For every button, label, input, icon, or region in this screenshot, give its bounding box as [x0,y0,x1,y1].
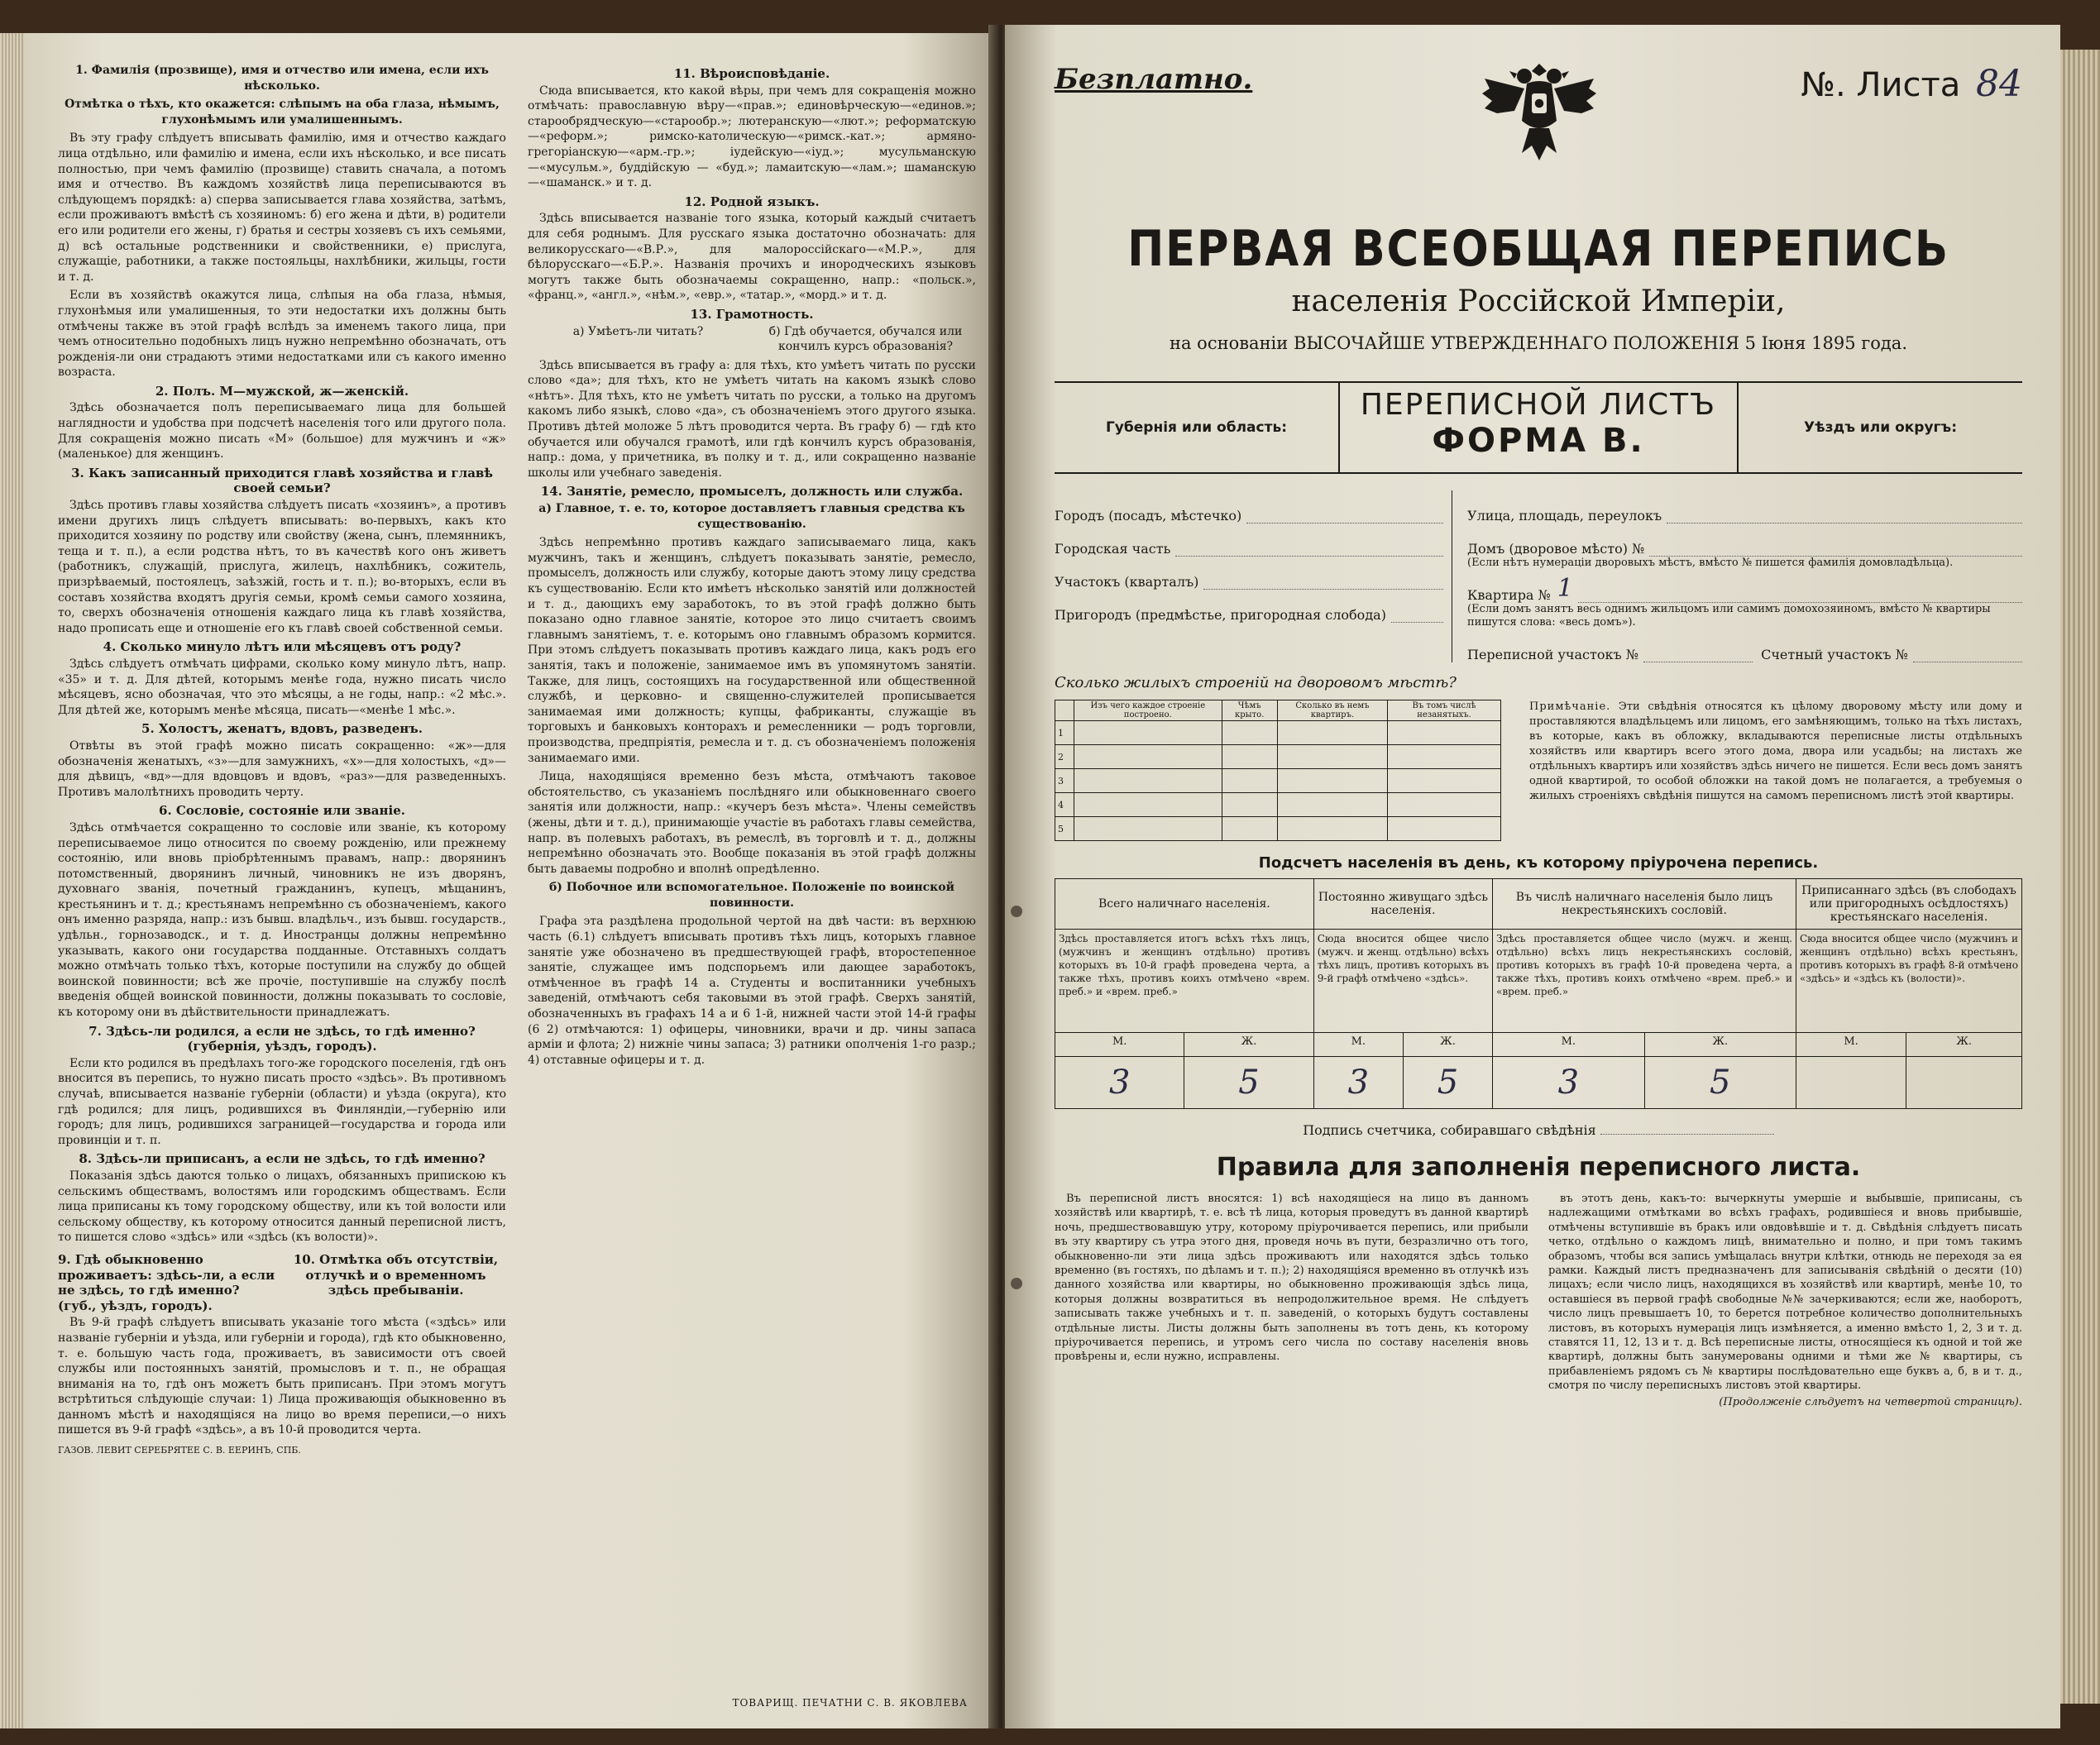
buildings-header-apartments: Сколько въ немъ квартиръ. [1277,700,1387,721]
apartment-field [1467,570,2022,603]
house-line [1649,543,2022,557]
street-label: Улица, площадь, переулокъ [1467,508,1662,524]
buildings-section [1055,700,2022,841]
cell [1277,721,1387,745]
address-section [1055,490,2022,662]
rules-col1-text: Въ переписной листъ вносятся: 1) всѣ находящіеся на лицо въ данномъ хозяйствѣ или квартирѣ, т. е. всѣ тѣ лица, которыя проведутъ въ данной квартирѣ ночь, предшествовавшую утру, которому пріурочивается перепись, или прибыли въ эту квартиру съ утра этого дня, проведя ночь въ пути, безразлично отъ того, обыкновенно-ли эти лица здѣсь проживаютъ или находятся здѣсь только временно (въ гостяхъ, по дѣламъ и т. п.); 2) находящіяся временно въ отлучкѣ изъ данного хозяйства или квартиры, но обыкновенно проживающія здѣсь лица, которыя должны возвратиться въ непродолжительное время. Не слѣдуетъ записывать также учебныхъ и т. п. заведеній, о которыхъ будутъ составлены отдѣльные листы. Листы должны быть заполнены въ тотъ день, къ которому пріурочивается перепись, и утромъ сего числа по составу населенія вновь провѣрены и, если нужно, исправлены. [1055,1193,1528,1364]
cell [1222,745,1277,769]
registered-female-value [1906,1057,2022,1109]
book-page-edges-left [0,33,25,1728]
cell [1074,745,1222,769]
population-title: Подсчетъ населенія въ день, къ которому пріурочена перепись. [1258,854,1819,872]
main-title: ПЕРВАЯ ВСЕОБЩАЯ ПЕРЕПИСЬ [1127,220,1949,278]
buildings-note [1501,700,2022,841]
city-part-line [1175,543,1443,557]
rules-col2-text: въ этотъ день, какъ-то: вычеркнуты умершіе и выбывшіе, приписаны, съ надлежащими отмѣтками во всѣхъ графахъ, родившіеся и вновь прибывшіе, отмѣчены вступившіе въ бракъ или овдовѣвшіе и т. д. Свѣдѣнія слѣдуетъ писать четко, отдѣльно о каждомъ лицѣ, внимательно и полно, и при томъ такимъ образомъ, чтобы вся запись умѣщалась внутри клѣтки, отнюдь не переходя за ея рамки. Каждый листъ предназначенъ для записыванія свѣдѣній о десяти (10) лицахъ; если число лицъ, находящихся въ хозяйствѣ или квартирѣ, менѣе 10, то оставшіеся въ первой графѣ свободные №№ зачеркиваются; если же, наоборотъ, число лицъ превышаетъ 10, то берется потребное количество дополнительныхъ листовъ, въ которыхъ нумерація лицъ измѣняется, а именно вмѣсто 1, 2, 3 и т. д. ставятся 11, 12, 13 и т. д. Всѣ переписные листы, относящіеся къ одной и той же квартирѣ, должны быть занумерованы одними и тѣми же № квартиры, съ прибавленіемъ рядомъ съ № квартиры послѣдовательно еще буквъ а, б, в и т. д., смотря по числу переписныхъ листовъ этой квартиры. [1548,1193,2022,1393]
item4-heading: 4. Сколько минуло лѣтъ или мѣсяцевъ отъ роду? [103,639,462,655]
row-number: 2 [1055,745,1074,769]
apartment-note: (Если домъ занятъ весь однимъ жильцомъ или самимъ домохозяиномъ, вмѣсто № квартиры пишутся слова: «весь домъ»). [1467,603,1991,629]
item9-text: Въ 9-й графѣ слѣдуетъ вписывать указаніе того мѣста («здѣсь» или названіе губерніи и уѣзда, или губерніи и города), гдѣ кто обыкновенно, т. е. большую часть года, проживаетъ, въ зависимости отъ своей службы или постоянныхъ занятій, промысловъ и т. п., не обращая вниманія на то, гдѣ онъ можетъ быть приписанъ. При этомъ могутъ встрѣтиться слѣдующіе случаи: 1) Лица проживающія обыкновенно въ данномъ мѣстѣ и находящіяся на лицо во время переписи,—о нихъ пишется въ 9-й графѣ «здѣсь», а въ 10-й проводится черта. [58,1316,506,1437]
cell [1074,793,1222,817]
street-field [1467,490,2022,524]
item8-text: Показанія здѣсь даются только о лицахъ, обязанныхъ припискою къ сельскимъ обществамъ, волостямъ или городскимъ обществамъ. Если лица приписаны къ тому городскому обществу, или къ той волости или сельскому обществу, къ которому относится данный переписной листъ, то пишется слово «здѣсь» или «здѣсь (къ волости)». [58,1169,506,1245]
buildings-note-label: Примѣчаніе. [1529,700,1611,713]
cell [1277,793,1387,817]
left-page-column-2 [528,63,976,1676]
registered-male-value [1796,1057,1906,1109]
buildings-table [1055,700,1501,841]
suburb-label: Пригородъ (предмѣстье, пригородная слобода) [1055,607,1386,623]
rules-column-1 [1055,1192,1528,1415]
form-title-block [1338,383,1739,472]
item2-heading: 2. Полъ. М—мужской, ж—женскій. [155,383,409,399]
item5-text: Отвѣты въ этой графѣ можно писать сокращенно: «ж»—для обозначенія женатыхъ, «з»—для замужнихъ, «х»—для холостыхъ, «д»—для дѣвицъ, «вд»—для вдовцовъ и вдовъ, «раз»—для разведенныхъ. Противъ малолѣтнихъ проводить черту. [58,739,506,799]
item3-heading: 3. Какъ записанный приходится главѣ хозяйства и главѣ своей семьи? [71,465,493,496]
cell [1074,721,1222,745]
street-line [1667,509,2022,524]
cell [1074,817,1222,841]
rules-continuation: (Продолженіе слѣдуетъ на четвертой страницѣ). [1719,1395,2022,1408]
binding-hole [1011,1278,1022,1289]
item3-text: Здѣсь противъ главы хозяйства слѣдуетъ писать «хозяинъ», а противъ имени другихъ лицъ слѣдуетъ вписывать: во-первыхъ, какъ кто приходится хозяину по родству или свойству (жена, сынъ, племянникъ, теща и т. п.), а если родства нѣтъ, то въ качествѣ кого онъ живетъ (работникъ, служащій, прислуга, жилецъ, нахлѣбникъ, сожитель, призрѣваемый, постоялецъ, заѣзжій, гость и т. п.); во-вторыхъ, если въ составъ хозяйства входятъ другія семьи, кромѣ семьи самого хозяина, то, сверхъ обозначенія отношенія каждаго лица къ главѣ хозяйства, надо прописать еще и отношеніе его къ главѣ своей собственной семьи. [58,499,506,635]
item7-text: Если кто родился въ предѣлахъ того-же городского поселенія, гдѣ онъ вносится въ перепись, то нужно писать просто «здѣсь». Въ противномъ случаѣ, вписывается названіе губерніи (области) и уѣзда (округа), кто гдѣ родился; для лицъ, родившихся въ Финляндіи,—губернію или городъ; для лицъ, родившихся заграницей—государства и города или провинціи и т. п. [58,1056,506,1147]
cell [1222,793,1277,817]
item8-heading: 8. Здѣсь-ли приписанъ, а если не здѣсь, то гдѣ именно? [79,1151,486,1167]
buildings-note-text: Эти свѣдѣнія относятся къ цѣлому дворовому мѣсту или дому и проставляются владѣльцемъ или лицомъ, его замѣняющимъ, только на тѣхъ листахъ, въ которые, какъ въ обложку, вкладываются переписные листы отдѣльныхъ хозяйствъ или квартиръ всего этого дома, двора или усадьбы; на листахъ же отдѣльныхъ квартиръ или хозяйствъ здѣсь ничего не пишется. Если весь домъ занятъ одной квартирой, то особой обложки на такой домъ не полагается, а требуемыя о жилыхъ строеніяхъ свѣдѣнія пишутся на самомъ переписномъ листѣ этой квартиры. [1529,700,2022,802]
house-label: Домъ (дворовое мѣсто) № [1467,541,1645,557]
table-row [1055,793,1501,817]
address-right [1452,490,2022,662]
left-page-printer: ТОВАРИЩ. ПЕЧАТНИ С. В. ЯКОВЛЕВА [732,1697,968,1709]
apartment-label: Квартира № [1467,587,1551,603]
total-male-value: 3 [1055,1057,1184,1109]
district-label: Уѣздъ или округъ: [1803,419,1958,436]
census-district-label: Переписной участокъ № [1467,647,1638,662]
item13-text: Здѣсь вписывается въ графу а: для тѣхъ, кто умѣетъ читать по русски слово «да»; для тѣхъ, кто не умѣетъ читать на какомъ языкѣ слово «нѣтъ». Для тѣхъ, кто не умѣетъ читать по русски, а только на другомъ какомъ либо языкѣ, слово «да», съ обозначеніемъ этого другого языка. Противъ дѣтей моложе 5 лѣтъ проводится черта. Въ графу б) — гдѣ кто обучается или обучался грамотѣ, или гдѣ кончилъ курсъ образованія, напр.: дома, у причетника, въ полку и т. д., или сокращенно названіе школы или учебнаго заведенія. [528,358,976,480]
rules-title: Правила для заполненія переписного листа. [1216,1153,1861,1182]
table-row [1055,745,1501,769]
apartment-line [1578,589,2022,603]
cell [1388,745,1501,769]
row-number: 5 [1055,817,1074,841]
table-row [1055,721,1501,745]
form-title: ПЕРЕПИСНОЙ ЛИСТЪ [1360,388,1717,422]
census-district-line [1643,648,1753,662]
city-label: Городъ (посадъ, мѣстечко) [1055,508,1242,524]
female-label: Ж. [1184,1033,1313,1057]
female-label: Ж. [1906,1033,2022,1057]
city-part-label: Городская часть [1055,541,1171,557]
population-desc-registered: Сюда вносится общее число (мужчинъ и женщинъ отдѣльно) всѣхъ крестьянъ, противъ которыхъ въ графѣ 8-й отмѣчено «здѣсь» и «здѣсь къ (волости)». [1796,930,2021,1033]
population-header-nonpeasant: Въ числѣ наличнаго населенія было лицъ некрестьянскихъ сословій. [1493,879,1796,930]
item14-text3: Графа эта раздѣлена продольной чертой на двѣ части: въ верхнюю часть (6.1) слѣдуетъ вписывать противъ тѣхъ лицъ, которыхъ главное занятіе уже обозначено въ предшествующей графѣ, второстепенное занятіе, служащее имъ подспорьемъ или дающее заработокъ, отмѣченное въ графѣ 14 а. Студенты и воспитанники учебныхъ заведеній, отмѣчаютъ себя таковыми въ этой графѣ. Сверхъ занятій, обозначенныхъ въ графахъ 14 а и 6 1-й, нижней части этой 14-й графы (6 2) отмѣчаются: 1) офицеры, чиновники, врачи и др. чины запаса арміи и флота; 2) нижніе чины запаса; 3) ратники ополченія 1-го разр.; 4) отставные офицеры и т. д. [528,915,976,1067]
item14-heading: 14. Занятіе, ремесло, промыселъ, должность или служба. [540,484,964,500]
nonpeasant-female-value: 5 [1644,1057,1796,1109]
district-field [1055,557,1443,590]
item10-heading: 10. Отмѣтка объ отсутствіи, отлучкѣ и о временномъ здѣсь пребываніи. [293,1251,499,1298]
left-page-footer: ГАЗОВ. ЛЕВИТ СЕРЕБРЯТЕЕ С. В. ЕЕРИНЪ, СПБ. [58,1445,301,1456]
left-page-column-1 [58,63,506,1676]
item2-text: Здѣсь обозначается полъ переписываемаго лица для большей наглядности и удобства при подсчетѣ населенія того или другого пола. Для сокращенія можно писать «М» (большое) для мужчинъ и «ж» (маленькое) для женщинъ. [58,401,506,461]
table-row [1055,769,1501,793]
population-sex-row [1055,1033,2022,1057]
legal-basis: на основаніи ВЫСОЧАЙШЕ УТВЕРЖДЕННАГО ПОЛОЖЕНІЯ 5 Іюня 1895 года. [1169,333,1908,353]
count-district-label: Счетный участокъ № [1761,647,1908,662]
male-label: М. [1055,1033,1184,1057]
cell [1388,721,1501,745]
item1-text2: Если въ хозяйствѣ окажутся лица, слѣпыя на оба глаза, нѣмыя, глухонѣмыя или умалишенныя, то эти недостатки ихъ должны быть отмѣчены также въ этой графѣ вслѣдъ за именемъ такого лица, при чемъ относительно подобныхъ лицъ нужно непремѣнно обозначать, отъ рожденія-ли они страдаютъ этими недостатками или съ какого именно возраста. [58,289,506,380]
population-header-permanent: Постоянно живущаго здѣсь населенія. [1313,879,1492,930]
permanent-male-value: 3 [1313,1057,1403,1109]
item13-subheadings [528,324,976,358]
population-header-total: Всего наличнаго населенія. [1055,879,1314,930]
form-code: ФОРМА В. [1432,422,1645,460]
cell [1388,817,1501,841]
house-note: (Если нѣтъ нумераціи дворовыхъ мѣстъ, вмѣсто № пишется фамилія домовладѣльца). [1467,557,1954,569]
top-line [1055,46,2022,187]
item9-heading: 9. Гдѣ обыкновенно проживаетъ: здѣсь-ли, а если не здѣсь, то гдѣ именно? (губ., уѣздъ, городъ). [58,1251,275,1313]
cell [1222,721,1277,745]
cell [1388,769,1501,793]
district-line [1203,576,1443,590]
item13-heading: 13. Грамотность. [690,306,814,322]
cell [1277,745,1387,769]
population-header-row [1055,879,2022,930]
items-9-10-headings [58,1249,506,1315]
population-desc-permanent: Сюда вносится общее число (мужч. и женщ. отдѣльно) всѣхъ тѣхъ лицъ, противъ которыхъ въ 9-й графѣ отмѣчено «здѣсь». [1313,930,1492,1033]
cell [1074,769,1222,793]
buildings-header-roof: Чѣмъ крыто. [1222,700,1277,721]
item6-text: Здѣсь отмѣчается сокращенно то сословіе или званіе, къ которому переписываемое лицо относится по своему рожденію, или прежнему состоянію, или вновь пріобрѣтеннымъ правамъ, напр.: дворянинъ потомственный, дворянинъ личный, чиновникъ не изъ дворянъ, духовнаго званія, почетный гражданинъ, купецъ, мѣщанинъ, крестьянинъ и т. д.; крестьянамъ непремѣнно съ обозначеніемъ, какого онъ именно разряда, напр.: изъ бывш. владѣльч., изъ бывш. государств., удѣльн., горнозаводск., и т. д. Иностранцы должны непремѣнно указывать, какого они государства подданные. Отставныхъ солдатъ можно отмѣчать только тѣхъ, которые поступили на службу до общей воинской повинности; всѣ же прочіе, поступившіе на службу послѣ введенія общей воинской повинности, должны показывать то сословіе, къ которому они въ дѣйствительности принадлежатъ. [58,820,506,1020]
cell [1222,817,1277,841]
cell [1222,769,1277,793]
census-district-field [1467,629,2022,662]
rules-column-2 [1548,1192,2022,1415]
buildings-table-header [1055,700,1501,721]
signature-label: Подпись счетчика, собиравшаго свѣдѣнія [1303,1122,1596,1138]
table-row [1055,817,1501,841]
item13a: а) Умѣетъ-ли читать? [572,324,704,338]
item12-text: Здѣсь вписывается названіе того языка, который каждый считаетъ для себя роднымъ. Для русскаго языка достаточно обозначать: для великорусскаго—«В.Р.», для малороссійскаго—«М.Р.», для бѣлорусскаго—«Б.Р.». Названія прочихъ и инородческихъ языковъ могутъ также быть обозначаемы сокращенно, напр.: «польск.», «франц.», «англ.», «нѣм.», «евр.», «татар.», «морд.» и т. д. [528,212,976,303]
population-table [1055,878,2022,1109]
population-desc-nonpeasant: Здѣсь проставляется общее число (мужч. и женщ. отдѣльно) всѣхъ лицъ некрестьянскихъ сословій, противъ которыхъ въ графѣ 10-й проведена черта, а также тѣхъ, противъ коихъ отмѣчено «врем. преб.» и «врем. преб.» [1493,930,1796,1033]
item12-heading: 12. Родной языкъ. [684,194,820,209]
item4-text: Здѣсь слѣдуетъ отмѣчать цифрами, сколько кому минуло лѣтъ, напр. «35» и т. д. Для дѣтей, которымъ менѣе года, нужно писать число мѣсяцевъ, ясно обозначая, что это мѣсяцы, а не годы, напр.: «2 мѣс.». Для дѣтей же, которымъ менѣе мѣсяца, писать—«менѣе 1 мѣс.». [58,657,506,717]
rules-text [1055,1192,2022,1415]
book-page-edges-right [2060,50,2100,1704]
city-part-field [1055,524,1443,557]
population-desc-total: Здѣсь проставляется итогъ всѣхъ тѣхъ лицъ, (мужчинъ и женщинъ отдѣльно) противъ которыхъ въ 10-й графѣ проведена черта, а также тѣхъ, противъ коихъ отмѣчено «врем. преб.» и «врем. преб.» [1055,930,1314,1033]
suburb-field [1055,590,1443,623]
sheet-number [1801,63,2022,105]
buildings-question: Сколько жилыхъ строеній на дворовомъ мѣстѣ? [1055,674,1457,691]
population-desc-row [1055,930,2022,1033]
cell [1277,817,1387,841]
item6-heading: 6. Сословіе, состояніе или званіе. [159,803,405,819]
apartment-number-handwritten: 1 [1557,574,1573,603]
buildings-header-vacant: Въ томъ числѣ незанятыхъ. [1388,700,1501,721]
right-page [1005,25,2060,1728]
cell [1388,793,1501,817]
buildings-header-material: Изъ чего каждое строеніе построено. [1074,700,1222,721]
item14-text: Здѣсь непремѣнно противъ каждаго записываемаго лица, какъ мужчинъ, такъ и женщинъ, слѣдуетъ показывать занятіе, ремесло, промыселъ, должность или службу, которые даютъ этому лицу средства къ существованію. Если кто имѣетъ нѣсколько занятій или должностей и т. д., дающихъ ему заработокъ, то въ этой графѣ должно быть показано одно главное занятіе, которое это лицо считаетъ своимъ главнымъ занятіемъ, т. е. которымъ оно главнымъ образомъ кормится. При этомъ слѣдуетъ показывать противъ каждаго лица, какъ родъ его занятія, такъ и положеніе, занимаемое имъ въ упомянутомъ занятіи. Также, для лицъ, состоящихъ на государственной или общественной службѣ, и церковно- и священно-служителей прописывается занимаемая ими должность; купцы, фабриканты, служащіе въ торговыхъ и банковыхъ конторахъ и ремесленники — родъ торговли, производства, предпріятія, ремесла и т. д. съ обозначеніемъ положенія занимаемаго ими. [528,536,976,765]
male-label: М. [1493,1033,1644,1057]
province-label: Губернія или область: [1105,419,1288,436]
sheet-number-label: №. Листа [1801,66,1961,104]
sheet-number-handwritten: 84 [1976,63,2022,105]
nonpeasant-male-value: 3 [1493,1057,1644,1109]
item14a: а) Главное, т. е. то, которое доставляетъ главныя средства къ существованію. [538,502,965,531]
male-label: М. [1796,1033,1906,1057]
total-female-value: 5 [1184,1057,1313,1109]
female-label: Ж. [1403,1033,1492,1057]
city-line [1246,509,1443,524]
item1-text: Въ эту графу слѣдуетъ вписывать фамилію, имя и отчество каждаго лица отдѣльно, или фамилію и имена, если ихъ нѣсколько, и все писать полностью, при чемъ фамилію (прозвище) ставить сначала, а потомъ имя и отчество. Въ каждомъ хозяйствѣ лица переписываются въ слѣдующемъ порядкѣ: а) сперва записывается глава хозяйства, затѣмъ, если проживаютъ вмѣстѣ съ хозяиномъ: б) его жена и дѣти, в) родители его или родители его жены, г) братья и сестры хозяевъ съ ихъ семьями, д) всѣ остальные родственники и свойственники, е) прислуга, служащіе, работники, а также постояльцы, нахлѣбники, жильцы, гости и т. д. [58,131,506,284]
item1-subheading: Отмѣтка о тѣхъ, кто окажется: слѣпымъ на оба глаза, нѣмымъ, глухонѣмымъ или умалишеннымъ. [65,98,500,127]
male-label: М. [1313,1033,1403,1057]
binding-hole [1011,906,1022,917]
item11-text: Сюда вписывается, кто какой вѣры, при чемъ для сокращенія можно отмѣчать: православную вѣру—«прав.»; единовѣрческую—«единов.»; старообрядческую—«старообр.»; лютеранскую—«лют.»; реформатскую—«реформ.»; римско-католическую—«римск.-кат.»; армяно-грегоріанскую—«арм.-гр.»; іудейскую—«іуд.»; мусульманскую—«мусульм.», буддійскую — «буд.»; ламаитскую—«лам.»; шаманскую—«шаманск.» и т. д. [528,84,976,190]
row-number: 4 [1055,793,1074,817]
left-page [25,33,1001,1728]
address-left [1055,490,1452,662]
item1-heading: 1. Фамилія (прозвище), имя и отчество или имена, если ихъ нѣсколько. [75,64,489,93]
count-district-line [1913,648,2022,662]
sub-title: населенія Россійской Имперіи, [1291,284,1786,318]
item5-heading: 5. Холостъ, женатъ, вдовъ, разведенъ. [141,721,423,737]
population-values-row [1055,1057,2022,1109]
house-field [1467,524,2022,557]
district-field-label: Участокъ (кварталъ) [1055,574,1199,590]
item11-heading: 11. Вѣроисповѣданіе. [673,66,830,81]
row-number: 3 [1055,769,1074,793]
permanent-female-value: 5 [1403,1057,1492,1109]
female-label: Ж. [1644,1033,1796,1057]
form-header-box [1055,381,2022,474]
item7-heading: 7. Здѣсь-ли родился, а если не здѣсь, то гдѣ именно? (губернія, уѣздъ, городъ). [88,1023,476,1054]
row-number: 1 [1055,721,1074,745]
signature-line [1600,1134,1774,1135]
suburb-line [1391,609,1443,623]
double-headed-eagle-icon [1477,46,1601,170]
item13b: б) Гдѣ обучается, обучался или кончилъ курсъ образованія? [768,324,963,354]
free-label: Безплатно. [1055,63,1253,96]
city-field [1055,490,1443,524]
buildings-num-header [1055,700,1074,721]
item14-text2: Лица, находящіяся временно безъ мѣста, отмѣчаютъ таковое обстоятельство, съ указаніемъ послѣдняго или обыкновеннаго своего занятія или должности, напр.: «кучеръ безъ мѣста». Члены семействъ (жены, дѣти и т. д.), принимающіе участіе въ работахъ главы семейства, напр. въ полевыхъ работахъ, въ ремеслѣ, въ торговлѣ и т. д., должны непремѣнно обозначать это. Вообще показанія въ этой графѣ должны быть даваемы подробно и вполнѣ опредѣленно. [528,770,976,876]
cell [1277,769,1387,793]
population-header-registered: Приписаннаго здѣсь (въ слободахъ или пригородныхъ осѣдлостяхъ) крестьянскаго населенія. [1796,879,2021,930]
item14-6: б) Побочное или вспомогательное. Положеніе по воинской повинности. [548,881,955,910]
enumerator-signature [1055,1122,2022,1138]
